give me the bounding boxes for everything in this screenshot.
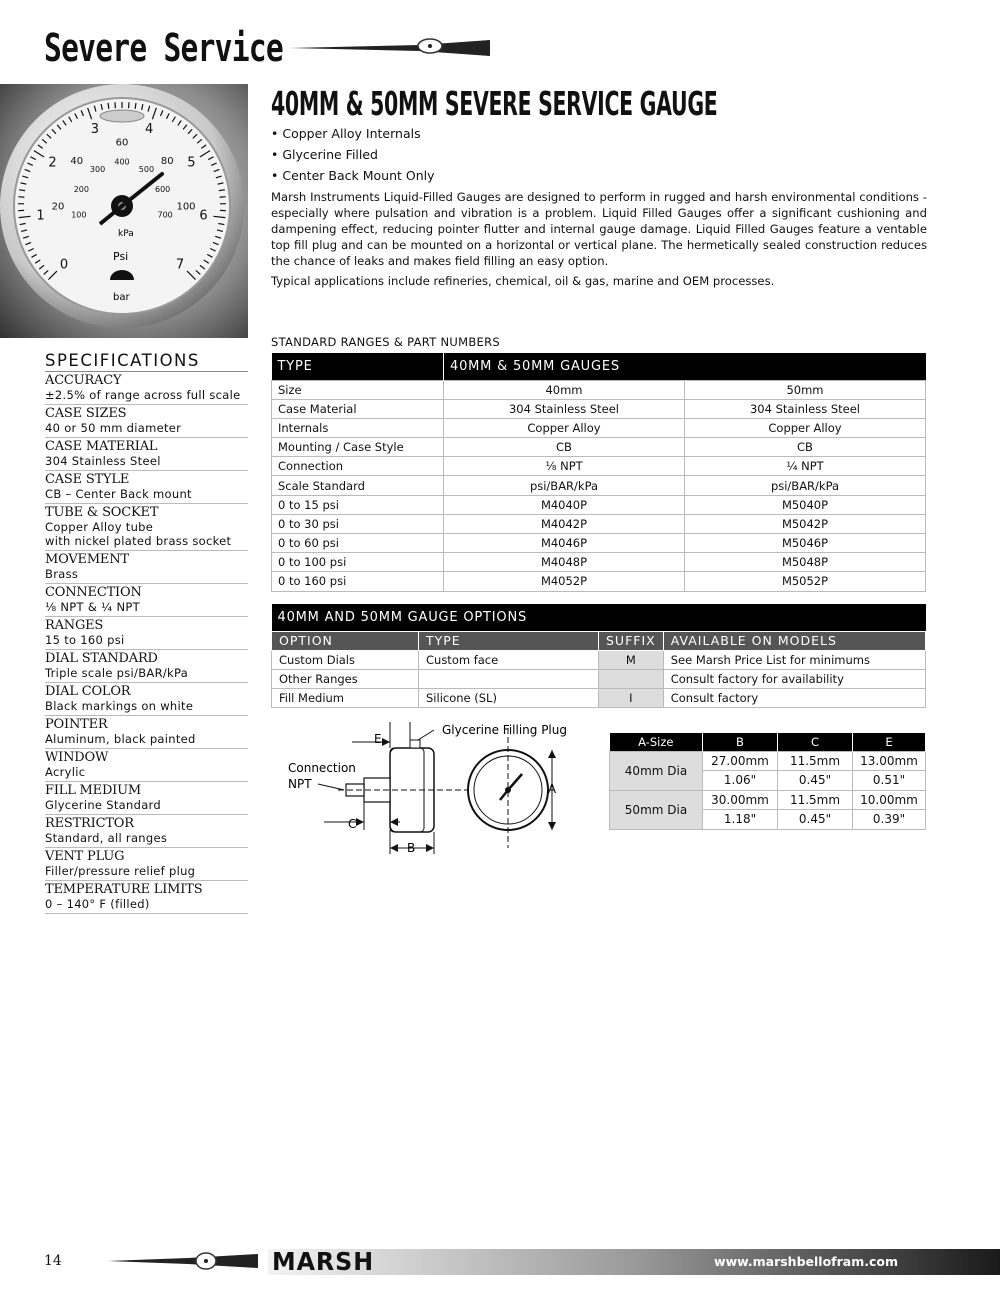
dimensions-cell: 0.45" (778, 810, 853, 830)
table-cell: See Marsh Price List for minimums (663, 650, 925, 669)
feature-list (271, 123, 435, 186)
spec-item (45, 438, 248, 471)
spec-label: TUBE & SOCKET (45, 505, 159, 520)
table-cell: 0 to 100 psi (272, 553, 444, 572)
table-cell: 0 to 160 psi (272, 572, 444, 591)
dimensions-cell: 10.00mm (853, 790, 926, 810)
dial-number: 200 (73, 184, 89, 194)
dimensions-cell: 0.39" (853, 810, 926, 830)
ranges-header-type: TYPE (272, 353, 444, 380)
dial-unit-bar: bar (113, 292, 130, 303)
dial-number: 2 (48, 155, 57, 171)
spec-item (45, 617, 248, 650)
dial-number: 80 (160, 156, 174, 168)
dimensions-cell: 1.06" (703, 771, 778, 791)
table-cell: M5042P (685, 514, 926, 533)
dial-number: 7 (175, 257, 185, 273)
dimensions-cell: 27.00mm (703, 751, 778, 771)
table-cell (599, 669, 664, 688)
spec-label: CASE SIZES (45, 406, 127, 421)
table-cell: Silicone (SL) (419, 689, 599, 708)
spec-item (45, 551, 248, 584)
product-description: Marsh Instruments Liquid-Filled Gauges are designed to perform in rugged and harsh environmental conditions - especially where pulsation and vibration is a problem. Liquid Filled Gauges offer a significant cushioning and dampening effect, reducing pointer flutter and internal gauge damage. Liquid Filled Gauges feature a ventable top fill plug and can be mounted on a horizontal or vertical plane. The hermetically sealed construction reduces the chance of leaks and makes field filling an easy option. (271, 190, 927, 268)
table-cell: M4042P (444, 514, 685, 533)
table-cell: 0 to 30 psi (272, 514, 444, 533)
options-header: SUFFIX (599, 631, 664, 650)
specifications-heading: SPECIFICATIONS (45, 350, 248, 372)
feature-item: • Copper Alloy Internals (271, 126, 421, 141)
dimensions-table (609, 733, 926, 830)
table-cell: Scale Standard (272, 476, 444, 495)
dial-number: 1 (36, 208, 45, 224)
spec-value: 15 to 160 psi (45, 633, 125, 647)
spec-item (45, 683, 248, 716)
table-row (272, 380, 926, 399)
table-cell: psi/BAR/kPa (444, 476, 685, 495)
spec-value: Brass (45, 567, 79, 581)
spec-value: Acrylic (45, 765, 86, 779)
dial-number: 20 (51, 201, 65, 213)
dial-number: 500 (138, 165, 155, 175)
spec-item (45, 504, 248, 551)
gauge-needle-ruler-graphic (290, 18, 990, 78)
table-cell: Consult factory (663, 689, 925, 708)
table-cell: CB (444, 438, 685, 457)
dim-label-a: A (547, 782, 557, 796)
table-row (272, 572, 926, 591)
table-row (272, 514, 926, 533)
gauge-photo (0, 84, 248, 338)
ranges-table (271, 353, 926, 592)
spec-label: CASE STYLE (45, 472, 130, 487)
options-header: TYPE (419, 631, 599, 650)
dimensions-cell: 0.51" (853, 771, 926, 791)
table-cell: M (599, 650, 664, 669)
dimensions-cell: 1.18" (703, 810, 778, 830)
dial-number: 6 (199, 208, 208, 224)
table-cell: I (599, 689, 664, 708)
spec-item (45, 650, 248, 683)
spec-label: CONNECTION (45, 585, 142, 600)
dim-label-npt: NPT (288, 777, 312, 791)
table-row (272, 553, 926, 572)
table-cell: Mounting / Case Style (272, 438, 444, 457)
page-number: 14 (44, 1253, 62, 1269)
table-cell: Custom face (419, 650, 599, 669)
spec-label: RESTRICTOR (45, 816, 134, 831)
spec-value: Triple scale psi/BAR/kPa (45, 666, 189, 680)
dial-number: 60 (115, 137, 129, 149)
feature-item: • Center Back Mount Only (271, 168, 435, 183)
dial-number: 4 (144, 121, 154, 137)
feature-item: • Glycerine Filled (271, 147, 378, 162)
table-row (272, 438, 926, 457)
dimensions-header: E (853, 733, 926, 751)
table-cell: Consult factory for availability (663, 669, 925, 688)
table-row (272, 534, 926, 553)
spec-label: ACCURACY (45, 373, 122, 388)
table-row (272, 418, 926, 437)
table-row (272, 399, 926, 418)
product-applications: Typical applications include refineries, chemical, oil & gas, marine and OEM processes. (271, 274, 775, 288)
section-title: Severe Service (44, 26, 283, 70)
spec-value: Black markings on white (45, 699, 194, 713)
table-row (610, 751, 926, 771)
dimensions-cell: 30.00mm (703, 790, 778, 810)
dimensions-header: C (778, 733, 853, 751)
table-cell: 0 to 60 psi (272, 534, 444, 553)
table-cell: 40mm (444, 380, 685, 399)
dim-label-plug: Glycerine Filling Plug (442, 723, 567, 737)
dimensions-cell: 11.5mm (778, 751, 853, 771)
spec-value: with nickel plated brass socket (45, 534, 232, 548)
table-cell: Size (272, 380, 444, 399)
table-row (272, 689, 926, 708)
table-cell: Internals (272, 418, 444, 437)
dial-number: 100 (176, 201, 196, 213)
spec-value: ⅛ NPT & ¼ NPT (45, 600, 140, 614)
spec-value: Copper Alloy tube (45, 520, 154, 534)
dim-label-e: E (374, 732, 382, 746)
specifications-panel (45, 350, 248, 914)
brand-logo: MARSH (272, 1247, 375, 1276)
table-cell: Fill Medium (272, 689, 419, 708)
spec-item (45, 405, 248, 438)
ranges-header-gauges: 40MM & 50MM GAUGES (444, 353, 926, 380)
dimensions-size-cell: 40mm Dia (610, 751, 703, 790)
options-header: AVAILABLE ON MODELS (663, 631, 925, 650)
spec-item (45, 716, 248, 749)
spec-item (45, 584, 248, 617)
spec-label: DIAL COLOR (45, 684, 131, 699)
table-cell: 50mm (685, 380, 926, 399)
table-cell: Other Ranges (272, 669, 419, 688)
dimensions-header: A-Size (610, 733, 703, 751)
spec-value: Aluminum, black painted (45, 732, 196, 746)
dial-number: 600 (155, 184, 171, 194)
spec-item (45, 372, 248, 405)
table-cell: Connection (272, 457, 444, 476)
table-cell: ⅛ NPT (444, 457, 685, 476)
dial-unit-psi: Psi (113, 250, 129, 263)
spec-item (45, 471, 248, 504)
dial-number: 40 (70, 156, 84, 168)
table-cell: M5046P (685, 534, 926, 553)
product-title: 40MM & 50MM SEVERE SERVICE GAUGE (271, 84, 718, 123)
spec-label: VENT PLUG (45, 849, 125, 864)
table-row (610, 790, 926, 810)
dimension-diagram (282, 718, 582, 858)
table-row (272, 476, 926, 495)
spec-label: DIAL STANDARD (45, 651, 158, 666)
spec-label: FILL MEDIUM (45, 783, 141, 798)
dial-number: 0 (59, 257, 69, 273)
spec-value: 40 or 50 mm diameter (45, 421, 182, 435)
dial-number: 300 (89, 165, 106, 175)
table-cell: psi/BAR/kPa (685, 476, 926, 495)
dimensions-size-cell: 50mm Dia (610, 790, 703, 829)
spec-item (45, 881, 248, 914)
spec-value: CB – Center Back mount (45, 487, 192, 501)
table-cell: CB (685, 438, 926, 457)
dim-label-connection: Connection (288, 761, 356, 775)
ranges-table-caption: STANDARD RANGES & PART NUMBERS (271, 335, 500, 349)
dial-unit-kpa: kPa (118, 229, 134, 239)
dimensions-cell: 0.45" (778, 771, 853, 791)
dimensions-cell: 11.5mm (778, 790, 853, 810)
spec-value: 0 – 140° F (filled) (45, 897, 150, 911)
table-cell (419, 669, 599, 688)
spec-label: POINTER (45, 717, 108, 732)
options-table (271, 604, 926, 708)
table-cell: Case Material (272, 399, 444, 418)
table-row (272, 495, 926, 514)
spec-item (45, 782, 248, 815)
dial-number: 400 (114, 157, 130, 167)
spec-label: CASE MATERIAL (45, 439, 158, 454)
table-cell: M4048P (444, 553, 685, 572)
footer-url: www.marshbellofram.com (714, 1254, 898, 1269)
spec-label: RANGES (45, 618, 104, 633)
options-table-title: 40MM AND 50MM GAUGE OPTIONS (272, 604, 926, 631)
dim-label-c: C (348, 817, 357, 831)
options-header: OPTION (272, 631, 419, 650)
table-cell: Custom Dials (272, 650, 419, 669)
spec-value: ±2.5% of range across full scale (45, 388, 241, 402)
table-cell: M4052P (444, 572, 685, 591)
table-row (272, 457, 926, 476)
table-cell: Copper Alloy (685, 418, 926, 437)
spec-item (45, 749, 248, 782)
table-cell: M5048P (685, 553, 926, 572)
table-cell: Copper Alloy (444, 418, 685, 437)
table-cell: M5052P (685, 572, 926, 591)
dial-number: 100 (71, 210, 87, 220)
table-cell: ¼ NPT (685, 457, 926, 476)
spec-item (45, 815, 248, 848)
spec-item (45, 848, 248, 881)
dial-number: 3 (90, 121, 100, 137)
table-row (272, 650, 926, 669)
spec-label: MOVEMENT (45, 552, 129, 567)
dim-label-b: B (407, 841, 416, 855)
spec-value: 304 Stainless Steel (45, 454, 161, 468)
spec-label: WINDOW (45, 750, 109, 765)
spec-label: TEMPERATURE LIMITS (45, 882, 203, 897)
dial-number: 5 (187, 155, 196, 171)
table-cell: M4040P (444, 495, 685, 514)
table-cell: M5040P (685, 495, 926, 514)
table-cell: 304 Stainless Steel (685, 399, 926, 418)
table-row (272, 669, 926, 688)
dial-number: 700 (157, 210, 173, 220)
table-cell: M4046P (444, 534, 685, 553)
dimensions-header: B (703, 733, 778, 751)
dimensions-cell: 13.00mm (853, 751, 926, 771)
table-cell: 0 to 15 psi (272, 495, 444, 514)
spec-value: Filler/pressure relief plug (45, 864, 196, 878)
table-cell: 304 Stainless Steel (444, 399, 685, 418)
spec-value: Standard, all ranges (45, 831, 168, 845)
spec-value: Glycerine Standard (45, 798, 161, 812)
